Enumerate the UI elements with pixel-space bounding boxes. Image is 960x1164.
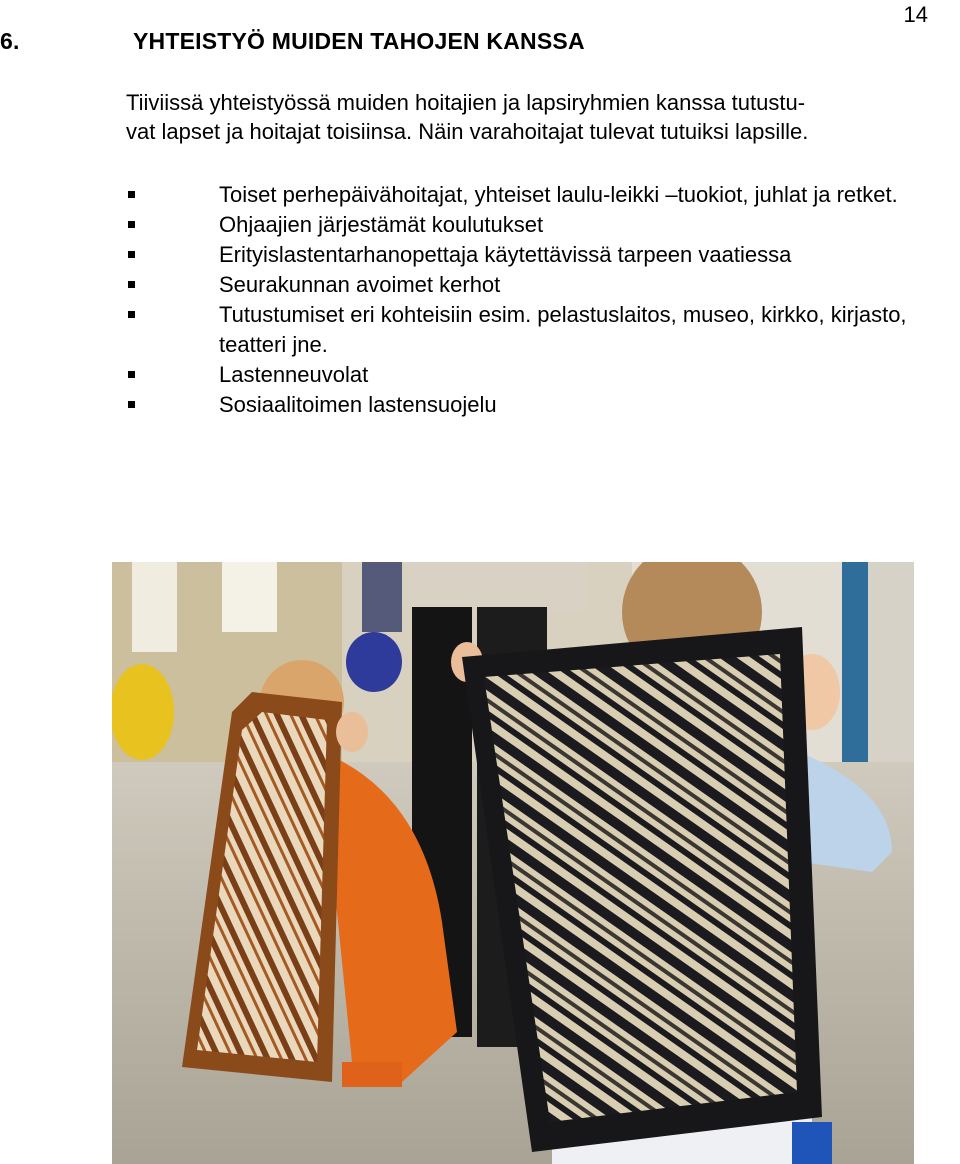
cooperation-list xyxy=(126,180,960,420)
bullet-square-icon xyxy=(128,371,135,378)
bullet-square-icon xyxy=(128,221,135,228)
intro-line: vat lapset ja hoitajat toisiinsa. Näin varahoitajat tulevat tutuiksi lapsille. xyxy=(126,119,809,144)
page-number: 14 xyxy=(903,2,928,27)
section-number: 6. xyxy=(0,28,20,54)
list-item xyxy=(126,390,960,420)
list-item-text: Lastenneuvolat xyxy=(219,362,369,387)
list-item xyxy=(126,240,960,270)
list-item xyxy=(126,180,960,210)
section-heading xyxy=(0,28,585,55)
list-item xyxy=(126,360,960,390)
photo-children-with-scarves xyxy=(112,562,914,1164)
section-title: YHTEISTYÖ MUIDEN TAHOJEN KANSSA xyxy=(133,28,585,54)
bullet-square-icon xyxy=(128,281,135,288)
intro-paragraph xyxy=(126,88,926,146)
list-item xyxy=(126,300,960,360)
bullet-square-icon xyxy=(128,251,135,258)
list-item-text: Seurakunnan avoimet kerhot xyxy=(219,272,501,297)
intro-line: Tiiviissä yhteistyössä muiden hoitajien ja lapsiryhmien kanssa tutustu- xyxy=(126,90,806,115)
list-item-text: Sosiaalitoimen lastensuojelu xyxy=(219,392,497,417)
bullet-square-icon xyxy=(128,401,135,408)
bullet-square-icon xyxy=(128,191,135,198)
list-item-text: Ohjaajien järjestämät koulutukset xyxy=(219,212,544,237)
list-item-text: Erityislastentarhanopettaja käytettävissä tarpeen vaatiessa xyxy=(219,242,792,267)
list-item xyxy=(126,210,960,240)
list-item xyxy=(126,270,960,300)
list-item-text: Tutustumiset eri kohteisiin esim. pelastuslaitos, museo, kirkko, kirjasto, teatteri jne. xyxy=(219,302,907,357)
list-item-text: Toiset perhepäivähoitajat, yhteiset laulu-leikki –tuokiot, juhlat ja retket. xyxy=(219,182,898,207)
bullet-square-icon xyxy=(128,311,135,318)
